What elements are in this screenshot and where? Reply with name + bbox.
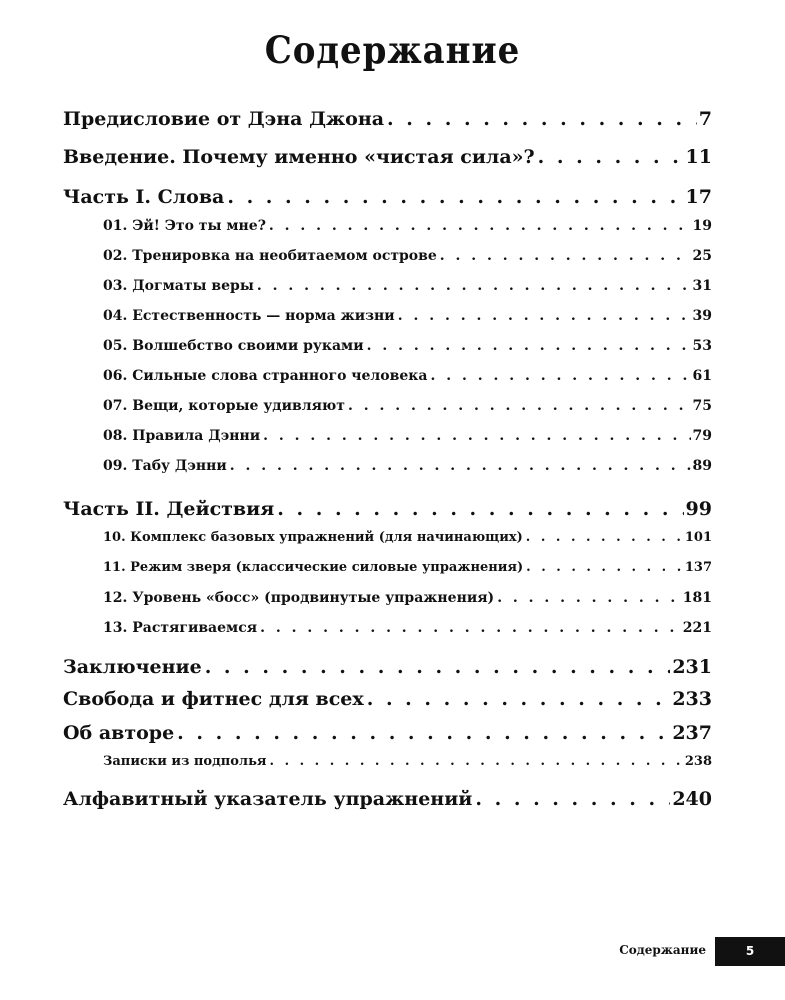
toc-leader-dots [177, 722, 670, 744]
toc-leader-dots [227, 186, 683, 208]
page-number: 5 [745, 944, 755, 958]
toc-entry[interactable] [63, 108, 712, 130]
toc-entry-label: 03. Догматы веры [103, 278, 254, 294]
toc-entry-page: 238 [684, 754, 712, 769]
toc-entry-page: 39 [692, 308, 712, 324]
toc-entry-label: 12. Уровень «босс» (продвинутые упражнения) [103, 590, 495, 606]
toc-entry-page: 237 [672, 722, 712, 744]
toc-entry[interactable] [63, 788, 712, 810]
toc-entry[interactable] [103, 754, 712, 769]
toc-entry-label: Свобода и фитнес для всех [63, 688, 364, 710]
toc-leader-dots [387, 108, 697, 130]
toc-entry-page: 99 [685, 498, 712, 520]
toc-leader-dots [497, 590, 681, 606]
toc-leader-dots [269, 218, 691, 234]
toc-leader-dots [263, 428, 690, 444]
toc-entry-page: 25 [692, 248, 712, 264]
toc-entry-page: 7 [698, 108, 712, 130]
toc-entry-label: Предисловие от Дэна Джона [63, 108, 385, 130]
toc-entry[interactable] [103, 398, 712, 414]
toc-leader-dots [538, 146, 684, 168]
toc-leader-dots [430, 368, 690, 384]
toc-entry[interactable] [103, 338, 712, 354]
toc-entry[interactable] [63, 656, 712, 678]
toc-leader-dots [260, 620, 681, 636]
toc-entry-label: 11. Режим зверя (классические силовые упражнения) [103, 560, 524, 575]
toc-leader-dots [398, 308, 691, 324]
toc-entry-page: 101 [684, 530, 712, 545]
toc-entry-page: 61 [692, 368, 712, 384]
toc-entry-label: Часть II. Действия [63, 498, 275, 520]
toc-entry-page: 11 [685, 146, 712, 168]
toc-entry-page: 221 [682, 620, 712, 636]
toc-entry-page: 240 [672, 788, 712, 810]
toc-entry-label: 01. Эй! Это ты мне? [103, 218, 266, 234]
toc-leader-dots [205, 656, 671, 678]
toc-entry-label: Часть I. Слова [63, 186, 225, 208]
toc-leader-dots [270, 754, 683, 769]
toc-entry-label: 02. Тренировка на необитаемом острове [103, 248, 437, 264]
toc-leader-dots [348, 398, 691, 414]
toc-entry-page: 89 [692, 458, 712, 474]
toc-entry-page: 233 [672, 688, 712, 710]
toc-entry-label: 05. Волшебство своими руками [103, 338, 364, 354]
toc-entry-page: 181 [682, 590, 712, 606]
toc-leader-dots [475, 788, 670, 810]
toc-entry[interactable] [103, 560, 712, 575]
toc-entry-label: 10. Комплекс базовых упражнений (для начинающих) [103, 530, 523, 545]
toc-entry[interactable] [103, 248, 712, 264]
toc-entry-label: Об авторе [63, 722, 175, 744]
toc-entry-label: Записки из подполья [103, 754, 267, 769]
toc-leader-dots [526, 530, 683, 545]
toc-entry[interactable] [103, 308, 712, 324]
toc-entry[interactable] [63, 186, 712, 208]
toc-entry[interactable] [103, 278, 712, 294]
toc-entry[interactable] [103, 218, 712, 234]
toc-leader-dots [526, 560, 683, 575]
toc-entry-page: 231 [672, 656, 712, 678]
toc-leader-dots [440, 248, 691, 264]
toc-entry-label: 09. Табу Дэнни [103, 458, 227, 474]
toc-entry-label: Заключение [63, 656, 202, 678]
toc-entry-label: Введение. Почему именно «чистая сила»? [63, 146, 535, 168]
toc-entry[interactable] [103, 620, 712, 636]
toc-entry-page: 17 [685, 186, 712, 208]
toc-entry[interactable] [103, 590, 712, 606]
page-number-box [715, 937, 785, 966]
toc-entry[interactable] [103, 428, 712, 444]
toc-entry-label: 06. Сильные слова странного человека [103, 368, 428, 384]
running-footer-section: Содержание [619, 943, 706, 957]
toc-entry-page: 53 [692, 338, 712, 354]
toc-leader-dots [257, 278, 691, 294]
toc-entry[interactable] [103, 368, 712, 384]
toc-entry-page: 137 [684, 560, 712, 575]
toc-entry-page: 75 [692, 398, 712, 414]
toc-leader-dots [367, 688, 671, 710]
toc-leader-dots [230, 458, 691, 474]
toc-entry-label: 04. Естественность — норма жизни [103, 308, 395, 324]
toc-leader-dots [277, 498, 683, 520]
toc-entry-page: 79 [692, 428, 712, 444]
toc-entry-label: 07. Вещи, которые удивляют [103, 398, 345, 414]
toc-entry[interactable] [63, 498, 712, 520]
toc-entry[interactable] [103, 458, 712, 474]
toc-entry[interactable] [63, 722, 712, 744]
toc-entry[interactable] [63, 688, 712, 710]
toc-entry-label: 13. Растягиваемся [103, 620, 258, 636]
toc-entry[interactable] [103, 530, 712, 545]
toc-entry-page: 31 [692, 278, 712, 294]
toc-leader-dots [367, 338, 691, 354]
toc-entry-page: 19 [692, 218, 712, 234]
toc-entry-label: 08. Правила Дэнни [103, 428, 261, 444]
toc-entry[interactable] [63, 146, 712, 168]
page-title: Содержание [264, 28, 521, 72]
toc-entry-label: Алфавитный указатель упражнений [63, 788, 473, 810]
